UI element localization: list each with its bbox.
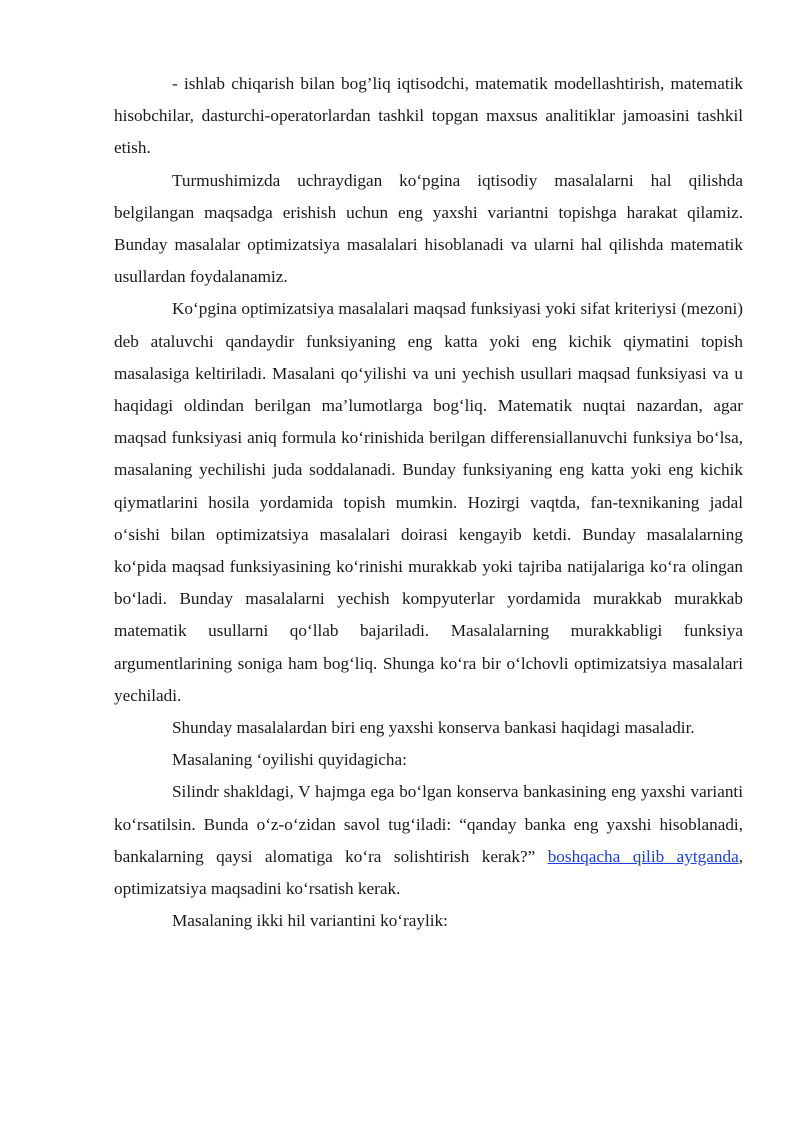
paragraph-everyday-problems: Turmushimizda uchraydigan koʻpgina iqtisodiy masalalarni hal qilishda belgilangan maqsadga erishish uchun eng yaxshi variantni topishga harakat qilamiz. Bunday masalalar optimizatsiya masalalari hisoblanadi va ularni hal qilishda matematik usullardan foydalanamiz. xyxy=(114,170,743,287)
cylinder-text-after: , optimizatsiya maqsadini koʻrsatish kerak. xyxy=(114,846,743,899)
paragraph-two-variants: Masalaning ikki hil variantini koʻraylik: xyxy=(172,911,448,931)
cylinder-text-before: Silindr shakldagi, V hajmga ega boʻlgan konserva bankasining eng yaxshi varianti koʻrsatilsin. Bunda oʻz-oʻzidan savol tugʻiladi: “qanday banka eng yaxshi hisoblanadi, bankalarning qaysi alomatiga koʻra solishtirish kerak?” xyxy=(114,782,743,866)
boshqacha-link[interactable]: boshqacha qilib aytganda xyxy=(547,846,739,866)
paragraph-problem-statement-heading: Masalaning ‘oyilishi quyidagicha: xyxy=(172,750,407,770)
paragraph-can-problem-intro: Shunday masalalardan biri eng yaxshi konserva bankasi haqidagi masaladir. xyxy=(172,718,695,738)
document-page xyxy=(114,68,743,937)
paragraph-team: - ishlab chiqarish bilan bog’liq iqtisodchi, matematik modellashtirish, matematik hisobchilar, dasturchi-operatorlardan tashkil topgan maxsus analitiklar jamoasini tashkil etish. xyxy=(114,74,743,158)
paragraph-optimization-problems: Koʻpgina optimizatsiya masalalari maqsad funksiyasi yoki sifat kriteriysi (mezoni) deb ataluvchi qandaydir funksiyaning eng katta yoki eng kichik qiymatini topish masalasiga keltiriladi. Masalani qoʻyilishi va uni yechish usullari maqsad funksiyasi va u haqidagi oldindan berilgan ma’lumotlarga bogʻliq. Matematik nuqtai nazardan, agar maqsad funksiyasi aniq formula koʻrinishida berilgan differensiallanuvchi funksiya boʻlsa, masalaning yechilishi juda soddalanadi. Bunday funksiyaning eng katta yoki eng kichik qiymatlarini hosila yordamida topish mumkin. Hozirgi vaqtda, fan-texnikaning jadal oʻsishi bilan optimizatsiya masalalari doirasi kengayib ketdi. Bunday masalalarning koʻpida maqsad funksiyasining koʻrinishi murakkab yoki tajriba natijalariga koʻra olingan boʻladi. Bunday masalalarni yechish kompyuterlar yordamida murakkab murakkab matematik usullarni qoʻllab bajariladi. Masalalarning murakkabligi funksiya argumentlarining soniga ham bogʻliq. Shunga koʻra bir oʻlchovli optimizatsiya masalalari yechiladi. xyxy=(114,299,743,705)
paragraph-cylinder-can xyxy=(114,776,743,905)
